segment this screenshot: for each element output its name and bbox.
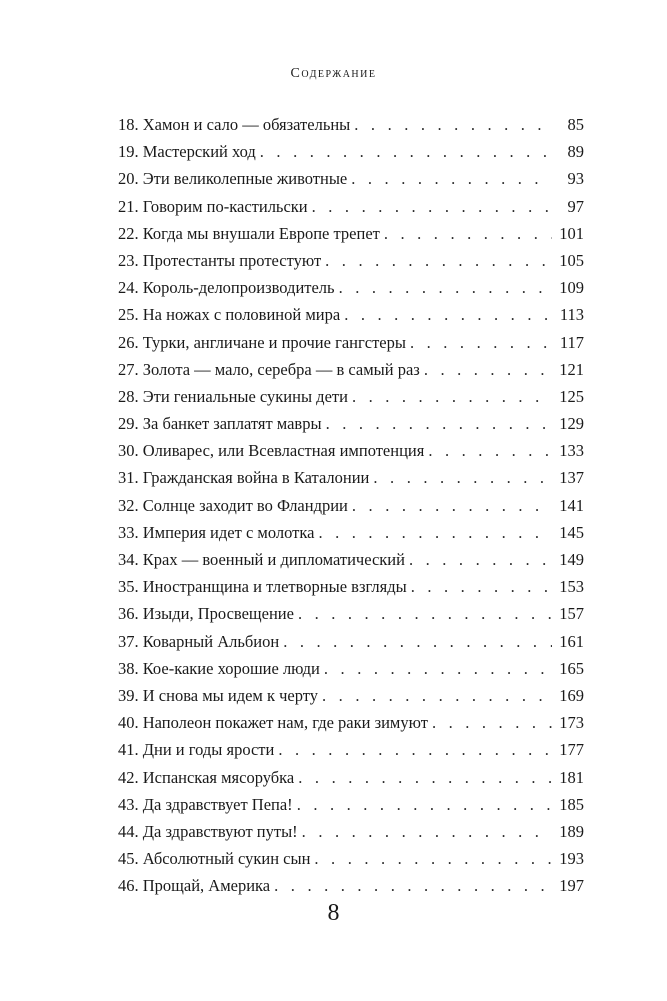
toc-dot-leader xyxy=(432,709,552,736)
toc-entry-page-number: 161 xyxy=(559,631,584,651)
toc-entry-title: 29. За банкет заплатят мавры xyxy=(118,414,322,434)
toc-entry-title: 21. Говорим по-кастильски xyxy=(118,196,308,216)
toc-entry-page-number: 185 xyxy=(559,794,584,814)
toc-entry-page-number: 125 xyxy=(559,386,584,406)
toc-dot-leader xyxy=(424,356,552,383)
toc-dot-leader xyxy=(409,546,552,573)
toc-entry xyxy=(118,845,584,872)
toc-entry-page-number: 197 xyxy=(559,876,584,896)
toc-dot-leader xyxy=(344,301,552,328)
toc-entry-page-number: 177 xyxy=(559,740,584,760)
toc-entry-title: 33. Империя идет с молотка xyxy=(118,522,315,542)
toc-entry-title: 31. Гражданская война в Каталонии xyxy=(118,468,370,488)
toc-entry-page-number: 113 xyxy=(559,305,584,325)
toc-entry-title: 32. Солнце заходит во Фландрии xyxy=(118,495,348,515)
toc-entry-title: 28. Эти гениальные сукины дети xyxy=(118,386,348,406)
toc-entry-title: 35. Иностранщина и тлетворные взгляды xyxy=(118,577,407,597)
toc-entry-page-number: 145 xyxy=(559,522,584,542)
toc-entry xyxy=(118,301,584,328)
toc-entry xyxy=(118,709,584,736)
toc-entry-title: 22. Когда мы внушали Европе трепет xyxy=(118,223,380,243)
toc-entry-page-number: 173 xyxy=(559,713,584,733)
toc-entry-page-number: 101 xyxy=(559,223,584,243)
toc-entry-title: 18. Хамон и сало — обязательны xyxy=(118,115,351,134)
toc-entry-title: 25. На ножах с половиной мира xyxy=(118,305,341,325)
toc-entry xyxy=(118,682,584,709)
toc-entry-page-number: 121 xyxy=(559,359,584,379)
toc-dot-leader xyxy=(324,655,552,682)
toc-entry xyxy=(118,356,584,383)
toc-entry xyxy=(118,573,584,600)
toc-dot-leader xyxy=(326,410,552,437)
toc-entry-title: 45. Абсолютный сукин сын xyxy=(118,849,311,869)
toc-entry-title: 26. Турки, англичане и прочие гангстеры xyxy=(118,332,406,352)
toc-entry-title: 39. И снова мы идем к черту xyxy=(118,685,319,705)
toc-entry xyxy=(118,546,584,573)
toc-dot-leader xyxy=(314,845,552,872)
toc-dot-leader xyxy=(274,872,552,899)
toc-entry-page-number: 97 xyxy=(567,196,584,216)
toc-entry-page-number: 85 xyxy=(567,115,584,134)
toc-entry xyxy=(118,736,584,763)
toc-entry xyxy=(118,628,584,655)
toc-entry-page-number: 141 xyxy=(559,495,584,515)
toc-entry xyxy=(118,329,584,356)
toc-entry-page-number: 181 xyxy=(559,767,584,787)
toc-entry xyxy=(118,437,584,464)
toc-entry-page-number: 189 xyxy=(559,821,584,841)
toc-entry-page-number: 193 xyxy=(559,849,584,869)
toc-entry-title: 27. Золота — мало, серебра — в самый раз xyxy=(118,359,420,379)
toc-dot-leader xyxy=(351,165,552,192)
toc-dot-leader xyxy=(373,464,552,491)
toc-entry-page-number: 109 xyxy=(559,278,584,298)
toc-entry xyxy=(118,247,584,274)
toc-dot-leader xyxy=(312,193,552,220)
toc-entry-page-number: 105 xyxy=(559,250,584,270)
toc-entry-page-number: 137 xyxy=(559,468,584,488)
table-of-contents xyxy=(118,111,584,899)
toc-entry-title: 24. Король-делопроизводитель xyxy=(118,278,335,298)
toc-entry-page-number: 129 xyxy=(559,414,584,434)
toc-entry xyxy=(118,818,584,845)
toc-dot-leader xyxy=(339,274,552,301)
toc-dot-leader xyxy=(384,220,552,247)
toc-dot-leader xyxy=(352,492,552,519)
toc-dot-leader xyxy=(354,111,552,138)
toc-dot-leader xyxy=(298,600,552,627)
toc-dot-leader xyxy=(260,138,552,165)
toc-entry xyxy=(118,165,584,192)
toc-entry-title: 38. Кое-какие хорошие люди xyxy=(118,658,320,678)
toc-entry-title: 43. Да здравствует Пепа! xyxy=(118,794,293,814)
toc-entry-title: 46. Прощай, Америка xyxy=(118,876,271,896)
toc-dot-leader xyxy=(318,519,552,546)
toc-entry-title: 36. Изыди, Просвещение xyxy=(118,604,294,624)
toc-entry xyxy=(118,764,584,791)
toc-entry-page-number: 133 xyxy=(559,441,584,461)
toc-entry-title: 44. Да здравствуют путы! xyxy=(118,821,298,841)
toc-dot-leader xyxy=(298,764,552,791)
toc-entry xyxy=(118,464,584,491)
toc-entry xyxy=(118,492,584,519)
toc-entry-title: 34. Крах — военный и дипломатический xyxy=(118,550,405,569)
toc-entry-title: 37. Коварный Альбион xyxy=(118,631,280,651)
toc-entry xyxy=(118,410,584,437)
toc-entry xyxy=(118,138,584,165)
toc-entry-page-number: 153 xyxy=(559,577,584,597)
toc-entry-page-number: 169 xyxy=(559,685,584,705)
toc-dot-leader xyxy=(411,573,552,600)
toc-entry-page-number: 93 xyxy=(567,169,584,189)
toc-dot-leader xyxy=(352,383,552,410)
toc-dot-leader xyxy=(322,682,552,709)
toc-dot-leader xyxy=(410,329,552,356)
toc-entry-title: 23. Протестанты протестуют xyxy=(118,250,322,270)
toc-entry xyxy=(118,274,584,301)
toc-dot-leader xyxy=(278,736,552,763)
toc-entry-page-number: 89 xyxy=(567,142,584,162)
toc-entry xyxy=(118,220,584,247)
page-number: 8 xyxy=(327,900,340,926)
toc-entry-title: 30. Оливарес, или Всевластная импотенция xyxy=(118,441,425,461)
toc-entry xyxy=(118,519,584,546)
running-head: Содержание xyxy=(290,66,377,81)
toc-dot-leader xyxy=(297,791,552,818)
toc-dot-leader xyxy=(428,437,552,464)
toc-entry-page-number: 149 xyxy=(559,550,584,569)
toc-entry-page-number: 165 xyxy=(559,658,584,678)
toc-entry-title: 20. Эти великолепные животные xyxy=(118,169,348,189)
toc-entry-page-number: 117 xyxy=(559,332,584,352)
toc-entry xyxy=(118,655,584,682)
toc-entry xyxy=(118,111,584,138)
toc-dot-leader xyxy=(283,628,552,655)
toc-dot-leader xyxy=(325,247,552,274)
toc-entry xyxy=(118,791,584,818)
toc-entry xyxy=(118,193,584,220)
toc-entry xyxy=(118,383,584,410)
toc-entry-title: 42. Испанская мясорубка xyxy=(118,767,295,787)
toc-entry-title: 19. Мастерский ход xyxy=(118,142,256,162)
toc-dot-leader xyxy=(302,818,552,845)
toc-entry-page-number: 157 xyxy=(559,604,584,624)
toc-entry-title: 41. Дни и годы ярости xyxy=(118,740,275,760)
toc-entry xyxy=(118,872,584,899)
toc-entry xyxy=(118,600,584,627)
toc-entry-title: 40. Наполеон покажет нам, где раки зимуют xyxy=(118,713,428,733)
